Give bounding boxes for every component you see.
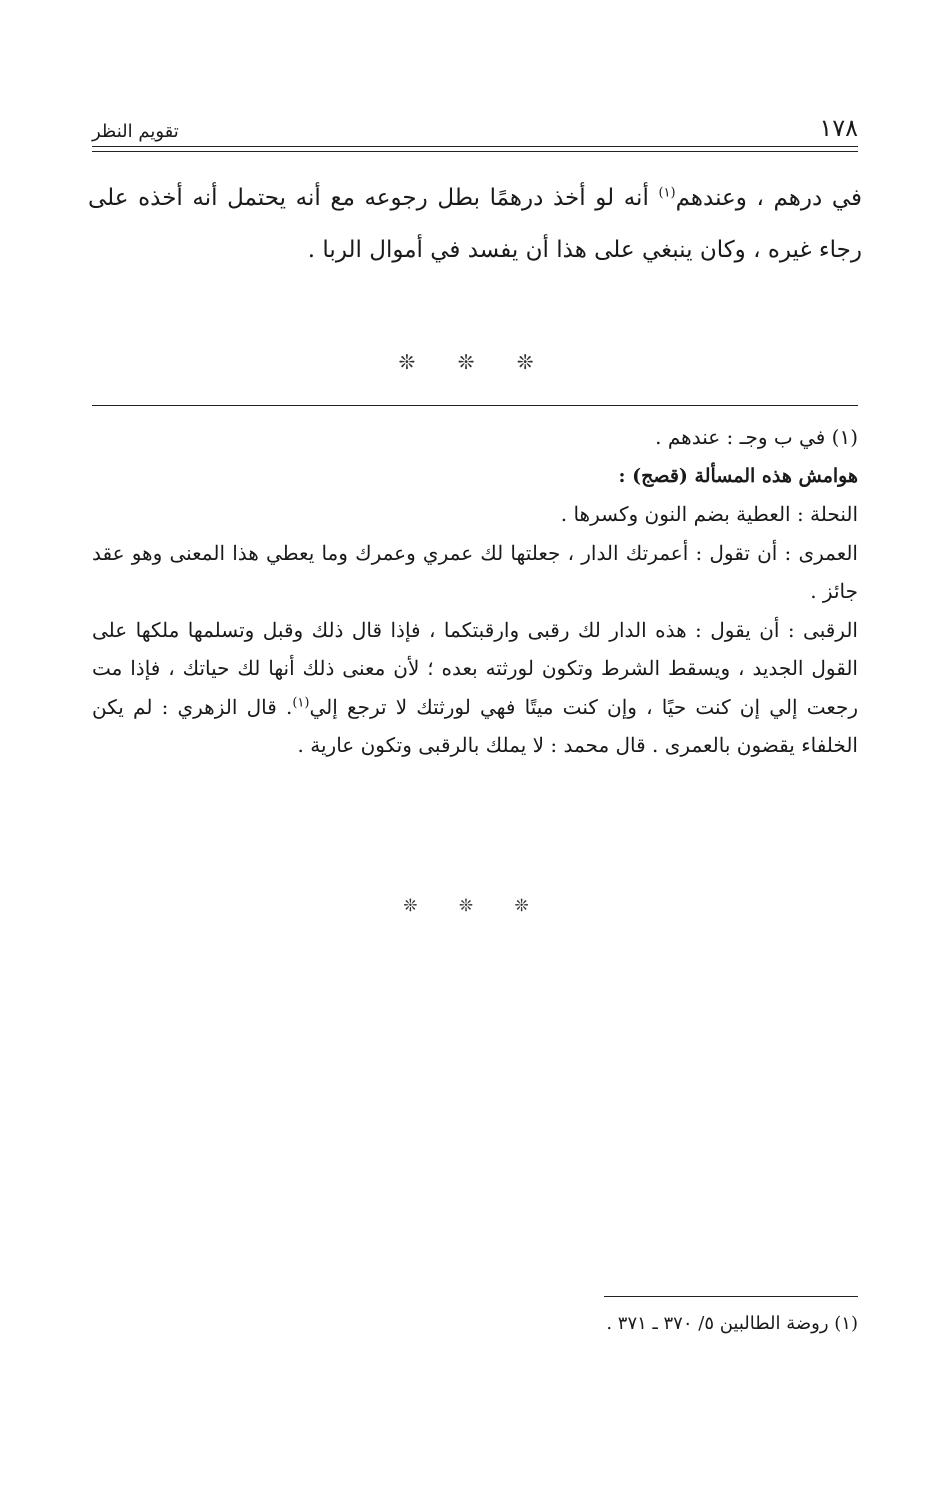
header-double-rule: [92, 146, 858, 152]
section-rule: [92, 405, 858, 406]
section-divider-stars: ❊ ❊ ❊: [398, 350, 552, 374]
running-head: [92, 98, 858, 142]
end-divider-stars: ❊ ❊ ❊: [403, 896, 547, 916]
footnote-reference[interactable]: (١): [658, 185, 676, 201]
book-title: تقويم النظر: [92, 121, 179, 142]
footnote-reference[interactable]: (١): [292, 694, 310, 710]
footnote-rule: [604, 1296, 858, 1297]
margin-notes: [92, 418, 858, 765]
note-ruqba: الرقبى : أن يقول : هذه الدار لك رقبى وارقبتكما ، فإذا قال ذلك وقبل وتسلمها ملكها على القول الجديد ، ويسقط الشرط وتكون لورثته بعده ؛ لأن معنى ذلك أنها لك حياتك ، فإذا مت رجعت إلي إن كنت حيًا ، وإن كنت ميتًا فهي لورثتك لا ترجع إلي$^{(١)}$. قال الزهري : لم يكن الخلفاء يقضون بالعمرى . قال محمد : لا يملك بالرقبى وتكون عارية .: [92, 617, 859, 757]
main-paragraph: في درهم ، وعندهم$^{(١)}$ أنه لو أخذ درهمًا بطل رجوعه مع أنه يحتمل أنه أخذه على رجاء غيره ، وكان ينبغي على هذا أن يفسد في أموال الربا .: [88, 185, 862, 263]
footnote: (١) روضة الطالبين ٥/ ٣٧٠ ـ ٣٧١ .: [606, 1313, 858, 1334]
note-umra: العمرى : أن تقول : أعمرتك الدار ، جعلتها لك عمري وعمرك وما يعطي هذا المعنى وهو عقد جائز .: [92, 540, 858, 603]
main-text: [88, 172, 862, 276]
variant-note: (١) في ب وجـ : عندهم .: [655, 425, 858, 449]
notes-heading: هوامش هذه المسألة (قصج) :: [618, 464, 858, 487]
page-number: ١٧٨: [819, 114, 858, 142]
note-nahla: النحلة : العطية بضم النون وكسرها .: [560, 502, 858, 526]
